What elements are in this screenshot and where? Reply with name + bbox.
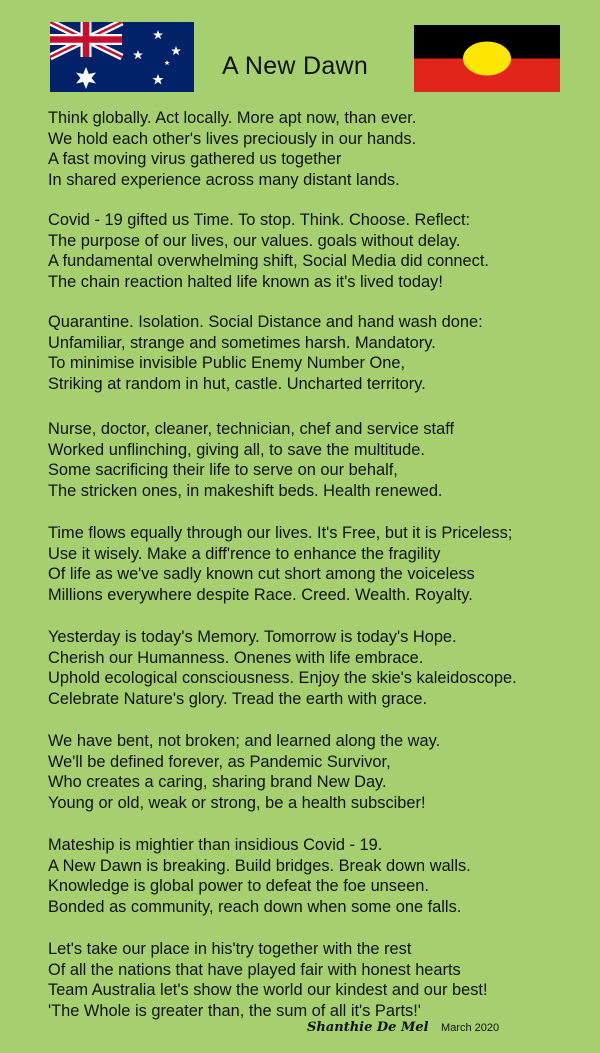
signature xyxy=(307,1018,499,1036)
stanza-4 xyxy=(48,419,593,501)
poem-line: We'll be defined forever, as Pandemic Survivor, xyxy=(48,752,391,771)
poem-line: Mateship is mightier than insidious Covid - 19. xyxy=(48,836,383,854)
poem-line: Unfamiliar, strange and sometimes harsh. Mandatory. xyxy=(48,333,436,352)
poem-line: Use it wisely. Make a diff'rence to enhance the fragility xyxy=(48,544,441,563)
poem-line: Covid - 19 gifted us Time. To stop. Think. Choose. Reflect: xyxy=(48,211,471,229)
poem-line: To minimise invisible Public Enemy Number One, xyxy=(48,354,406,372)
poem-line: A New Dawn is breaking. Build bridges. Break down walls. xyxy=(48,856,471,875)
aboriginal-flag-icon xyxy=(414,25,560,92)
stanza-8 xyxy=(48,835,593,917)
poem-line: Yesterday is today's Memory. Tomorrow is today's Hope. xyxy=(48,628,457,646)
poem-line: Uphold ecological consciousness. Enjoy the skie's kaleidoscope. xyxy=(48,669,517,687)
stanza-2 xyxy=(48,210,593,292)
stanza-7 xyxy=(48,731,593,813)
poem-line: Let's take our place in his'try together with the rest xyxy=(48,940,412,958)
poem-line: A fundamental overwhelming shift, Social Media did connect. xyxy=(48,252,489,270)
poem-line: Of all the nations that have played fair with honest hearts xyxy=(48,960,461,979)
poem-line: 'The Whole is greater than, the sum of all it's Parts!' xyxy=(48,1001,421,1020)
poem xyxy=(48,108,593,1021)
poem-line: Striking at random in hut, castle. Uncharted territory. xyxy=(48,374,426,393)
page-title: A New Dawn xyxy=(222,52,369,80)
stanza-3 xyxy=(48,312,593,394)
poem-line: Worked unflinching, giving all, to save the multitude. xyxy=(48,440,425,459)
poem-line: Knowledge is global power to defeat the foe unseen. xyxy=(48,877,429,895)
poem-line: We have bent, not broken; and learned along the way. xyxy=(48,732,441,750)
poem-line: A fast moving virus gathered us together xyxy=(48,150,342,168)
poem-line: The chain reaction halted life known as it's lived today! xyxy=(48,272,443,291)
stanza-1 xyxy=(48,108,593,190)
poem-line: Think globally. Act locally. More apt now, than ever. xyxy=(48,109,417,127)
stanza-5 xyxy=(48,523,593,605)
author-name: Shanthie De Mel xyxy=(307,1020,429,1035)
poem-line: Celebrate Nature's glory. Tread the earth with grace. xyxy=(48,689,428,708)
poem-line: Bonded as community, reach down when some one falls. xyxy=(48,897,462,916)
poem-line: Of life as we've sadly known cut short among the voiceless xyxy=(48,565,475,583)
poem-line: Some sacrificing their life to serve on our behalf, xyxy=(48,461,398,479)
poem-line: Time flows equally through our lives. It's Free, but it is Priceless; xyxy=(48,524,513,542)
poem-line: Cherish our Humanness. Onenes with life embrace. xyxy=(48,648,424,667)
poem-line: Who creates a caring, sharing brand New Day. xyxy=(48,773,387,791)
poem-line: Quarantine. Isolation. Social Distance and hand wash done: xyxy=(48,313,483,331)
poem-date: March 2020 xyxy=(441,1022,500,1034)
poem-line: We hold each other's lives preciously in our hands. xyxy=(48,129,417,148)
poem-line: The purpose of our lives, our values. goals without delay. xyxy=(48,231,461,250)
poem-line: Millions everywhere despite Race. Creed. Wealth. Royalty. xyxy=(48,585,473,604)
australia-flag-icon xyxy=(50,22,194,92)
stanza-9 xyxy=(48,939,593,1021)
stanza-6 xyxy=(48,627,593,709)
poem-line: Nurse, doctor, cleaner, technician, chef and service staff xyxy=(48,420,455,438)
poem-line: Young or old, weak or strong, be a health subsciber! xyxy=(48,793,426,812)
poem-line: Team Australia let's show the world our kindest and our best! xyxy=(48,981,488,999)
poem-line: The stricken ones, in makeshift beds. Health renewed. xyxy=(48,481,443,500)
poem-line: In shared experience across many distant lands. xyxy=(48,170,400,189)
